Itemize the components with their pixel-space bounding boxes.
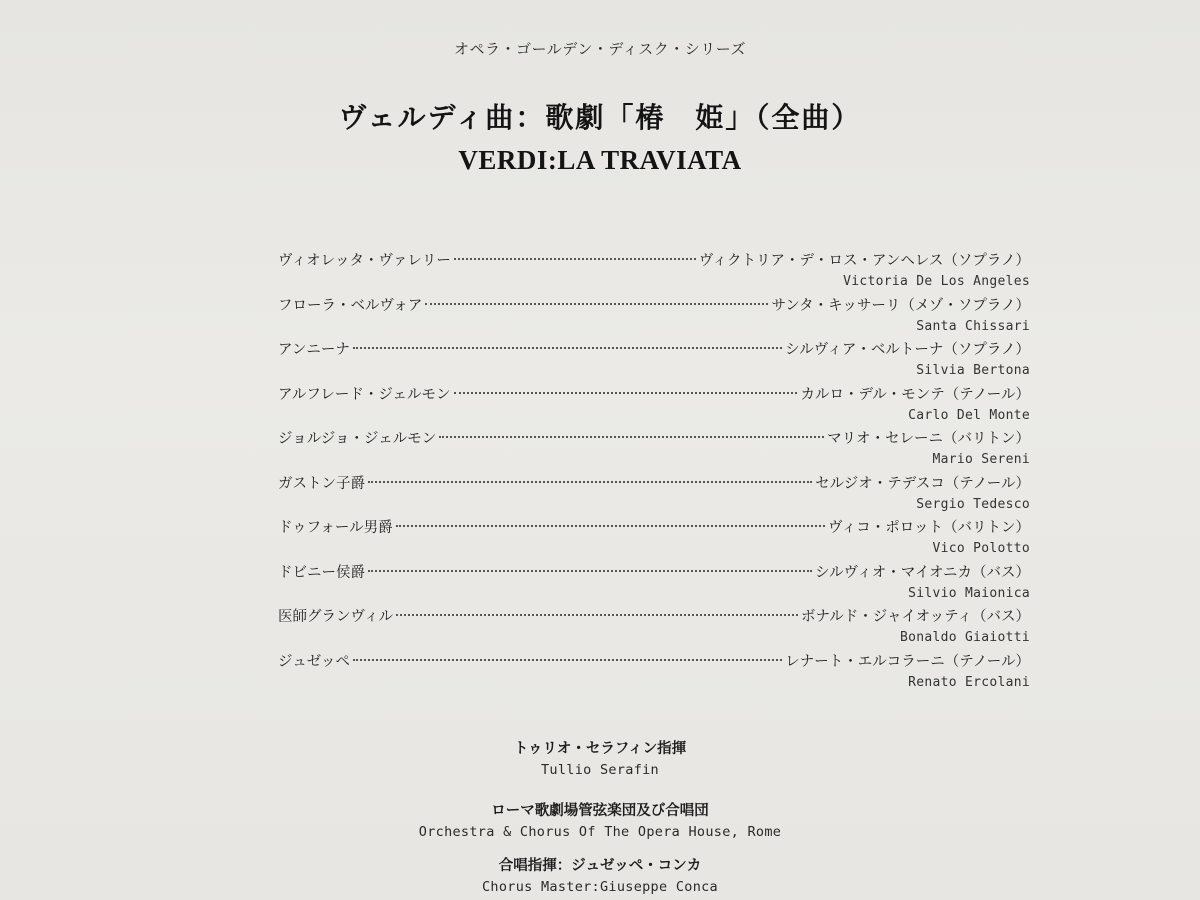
singer-name-japanese: ボナルド・ジャイオッティ（バス）	[801, 609, 1030, 625]
singer-name-japanese: セルジオ・テデスコ（テノール）	[815, 475, 1030, 492]
singer-name-english: Santa Chissari	[916, 318, 1030, 334]
role-name: ガストン子爵	[278, 475, 365, 492]
singer-name-english: Victoria De Los Angeles	[843, 274, 1030, 289]
orchestra-english: Orchestra & Chorus Of The Opera House, Rome	[418, 824, 782, 840]
cast-row	[278, 562, 1030, 607]
cast-row	[278, 651, 1030, 696]
cast-row	[278, 606, 1030, 651]
cast-row	[278, 339, 1030, 384]
page-title-japanese: ヴェルディ曲：歌劇「椿 姫」（全曲）	[338, 101, 862, 134]
cast-list	[278, 250, 1030, 695]
dot-leader	[396, 525, 826, 527]
dot-leader	[353, 347, 782, 349]
singer-name-english: Silvio Maionica	[908, 585, 1030, 601]
singer-name-japanese: シルヴィオ・マイオニカ（バス）	[815, 564, 1030, 581]
singer-name-english: Carlo Del Monte	[908, 407, 1030, 423]
page-title-english: VERDI:LA TRAVIATA	[458, 145, 742, 175]
cast-row	[278, 517, 1030, 562]
cast-row	[278, 473, 1030, 518]
credits-block	[0, 738, 1200, 897]
singer-name-english: Sergio Tedesco	[916, 496, 1030, 512]
singer-name-japanese: ヴィコ・ポロット（バリトン）	[828, 520, 1030, 536]
singer-name-english: Silvia Bertona	[916, 363, 1030, 378]
role-name: ドゥフォール男爵	[278, 520, 393, 536]
singer-name-japanese: ヴィクトリア・デ・ロス・アンヘレス（ソプラノ）	[698, 253, 1030, 269]
singer-name-english: Mario Sereni	[932, 452, 1030, 467]
dot-leader	[396, 614, 798, 616]
dot-leader	[439, 436, 824, 438]
singer-name-japanese: マリオ・セレーニ（バリトン）	[827, 431, 1030, 447]
series-title: オペラ・ゴールデン・ディスク・シリーズ	[454, 40, 746, 58]
cast-row	[278, 384, 1030, 429]
orchestra-japanese: ローマ歌劇場管弦楽団及び合唱団	[491, 803, 709, 819]
singer-name-japanese: カルロ・デル・モンテ（テノール）	[800, 386, 1030, 403]
dot-leader	[454, 258, 696, 260]
conductor-english: Tullio Serafin	[541, 762, 659, 778]
chorus-master-english: Chorus Master:Giuseppe Conca	[482, 879, 718, 895]
role-name: ジョルジョ・ジェルモン	[278, 431, 437, 447]
singer-name-english: Bonaldo Giaiotti	[899, 630, 1030, 645]
role-name: 医師グランヴィル	[278, 609, 394, 625]
role-name: ヴィオレッタ・ヴァレリー	[278, 253, 451, 269]
dot-leader	[368, 570, 812, 572]
chorus-master-japanese: 合唱指揮：ジュゼッペ・コンカ	[498, 858, 702, 874]
singer-name-english: Vico Polotto	[932, 541, 1030, 556]
cast-row	[278, 295, 1030, 340]
dot-leader	[353, 659, 782, 661]
role-name: フローラ・ベルヴォア	[278, 297, 423, 314]
role-name: アンニーナ	[278, 342, 350, 358]
singer-name-japanese: レナート・エルコラーニ（テノール）	[785, 653, 1030, 670]
role-name: ドビニー侯爵	[278, 564, 365, 581]
singer-name-english: Renato Ercolani	[908, 674, 1030, 690]
singer-name-japanese: シルヴィア・ベルトーナ（ソプラノ）	[785, 342, 1030, 358]
dot-leader	[454, 392, 798, 394]
role-name: アルフレード・ジェルモン	[278, 386, 451, 403]
dot-leader	[368, 481, 812, 483]
cast-row	[278, 428, 1030, 473]
singer-name-japanese: サンタ・キッサーリ（メゾ・ソプラノ）	[771, 297, 1030, 314]
conductor-japanese: トゥリオ・セラフィン指揮	[513, 741, 687, 757]
cast-row	[278, 250, 1030, 295]
dot-leader	[425, 303, 768, 305]
role-name: ジュゼッペ	[278, 653, 350, 670]
